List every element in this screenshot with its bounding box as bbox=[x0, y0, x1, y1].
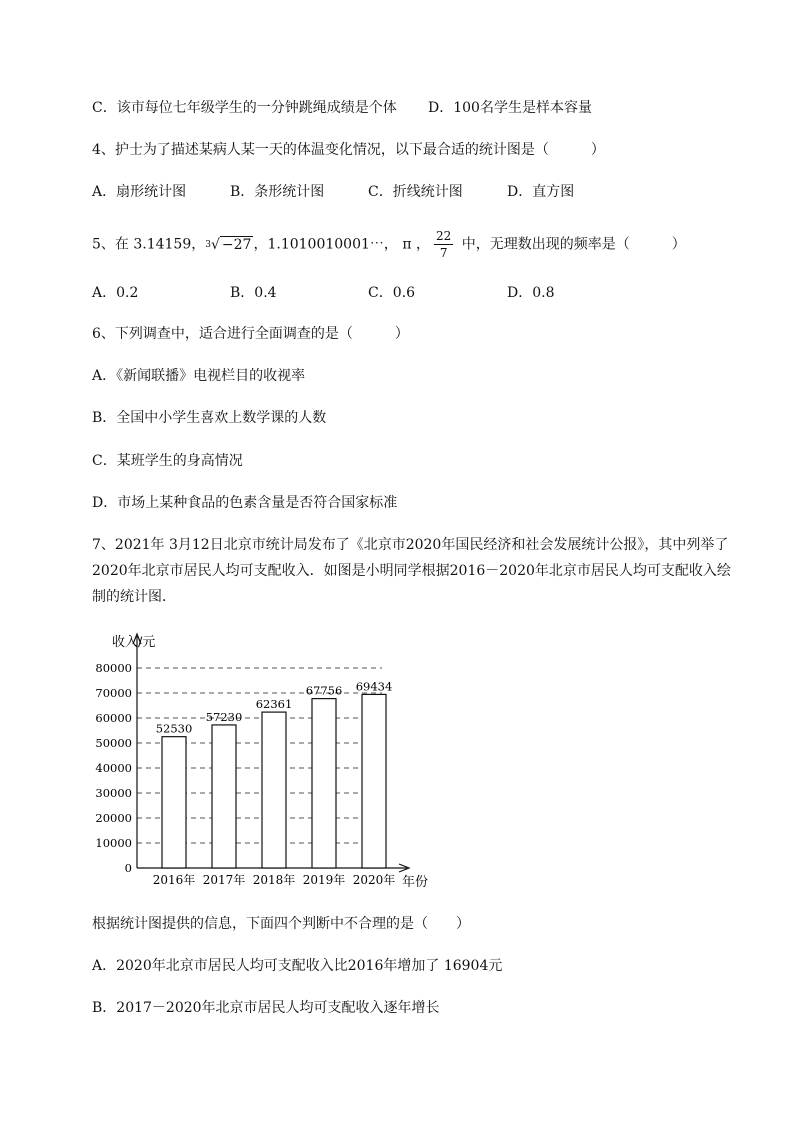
q6-option-d: D．市场上某种食品的色素含量是否符合国家标准 bbox=[92, 495, 398, 511]
x-tick-label: 2019年 bbox=[302, 873, 346, 887]
y-tick-label: 20000 bbox=[95, 811, 132, 825]
y-tick-label: 70000 bbox=[95, 686, 132, 700]
x-tick-label: 2020年 bbox=[352, 873, 396, 887]
fraction-numerator: 22 bbox=[436, 229, 452, 243]
x-axis-title: 年份 bbox=[402, 875, 429, 890]
income-bar-chart bbox=[92, 628, 432, 896]
bar-value-label: 57230 bbox=[205, 709, 243, 724]
q3-option-c: C．该市每位七年级学生的一分钟跳绳成绩是个体 bbox=[92, 100, 397, 116]
bar bbox=[212, 725, 236, 868]
y-tick-label: 40000 bbox=[95, 761, 132, 775]
q6-option-a: A．《新闻联播》电视栏目的收视率 bbox=[92, 368, 306, 384]
x-tick-label: 2017年 bbox=[202, 873, 246, 887]
q5-middle: ，1.1010010001⋯， π ， bbox=[253, 236, 430, 253]
q7-stem: 7、2021年 3月12日北京市统计局发布了《北京市2020年国民经济和社会发展统计公报》，其中列举了 2020年北京市居民人均可支配收入．如图是小明同学根据2016－2020年北京市居民人均可支配收入绘制的统计图． bbox=[92, 537, 731, 605]
q4-option-d: D．直方图 bbox=[507, 184, 575, 200]
q5-suffix: 中，无理数出现的频率是（ ） bbox=[457, 236, 686, 253]
q4-option-c: C．折线统计图 bbox=[368, 184, 463, 200]
bar-value-label: 62361 bbox=[255, 697, 293, 712]
bar bbox=[312, 699, 336, 868]
fraction-22-7 bbox=[434, 228, 453, 261]
x-tick-label: 2018年 bbox=[252, 873, 296, 887]
cube-root-expression: $^3$√ −27 bbox=[205, 236, 252, 253]
fraction-denominator: 7 bbox=[439, 246, 448, 260]
bar bbox=[362, 694, 386, 868]
bar-value-label: 69434 bbox=[355, 679, 393, 694]
q5-prefix: 5、在 3.14159， bbox=[92, 236, 206, 253]
q7-option-b: B．2017－2020年北京市居民人均可支配收入逐年增长 bbox=[92, 1000, 440, 1016]
y-tick-label: 80000 bbox=[95, 661, 132, 675]
q5-option-a: A．0.2 bbox=[92, 285, 139, 301]
q6-option-c: C．某班学生的身高情况 bbox=[92, 453, 243, 469]
x-tick-label: 2016年 bbox=[152, 873, 196, 887]
q4-option-b: B．条形统计图 bbox=[230, 184, 325, 200]
bar-value-label: 52530 bbox=[155, 721, 193, 736]
q6-stem: 6、下列调查中，适合进行全面调查的是（ ） bbox=[92, 326, 409, 342]
y-tick-label: 60000 bbox=[95, 711, 132, 725]
bar bbox=[162, 737, 186, 868]
y-axis-title: 收入/元 bbox=[112, 635, 156, 650]
q4-option-a: A．扇形统计图 bbox=[92, 184, 187, 200]
chart-bars bbox=[156, 679, 393, 868]
q5-option-d: D．0.8 bbox=[507, 285, 555, 301]
q5-option-b: B．0.4 bbox=[230, 285, 277, 301]
q5-stem bbox=[92, 228, 686, 261]
q5-option-c: C．0.6 bbox=[368, 285, 415, 301]
root-index: 3 bbox=[205, 239, 211, 250]
y-tick-label: 10000 bbox=[95, 836, 132, 850]
y-tick-label: 0 bbox=[124, 861, 132, 875]
q7-question: 根据统计图提供的信息，下面四个判断中不合理的是（ ） bbox=[92, 916, 470, 932]
y-tick-label: 50000 bbox=[95, 736, 132, 750]
bar bbox=[262, 712, 286, 868]
root-radicand: −27 bbox=[221, 236, 252, 253]
q6-option-b: B．全国中小学生喜欢上数学课的人数 bbox=[92, 410, 327, 426]
q4-stem: 4、护士为了描述某病人某一天的体温变化情况，以下最合适的统计图是（ ） bbox=[92, 142, 605, 158]
y-tick-label: 30000 bbox=[95, 786, 132, 800]
bar-value-label: 67756 bbox=[305, 683, 343, 698]
q7-option-a: A．2020年北京市居民人均可支配收入比2016年增加了 16904元 bbox=[92, 958, 503, 974]
q3-option-d: D．100名学生是样本容量 bbox=[428, 100, 592, 116]
